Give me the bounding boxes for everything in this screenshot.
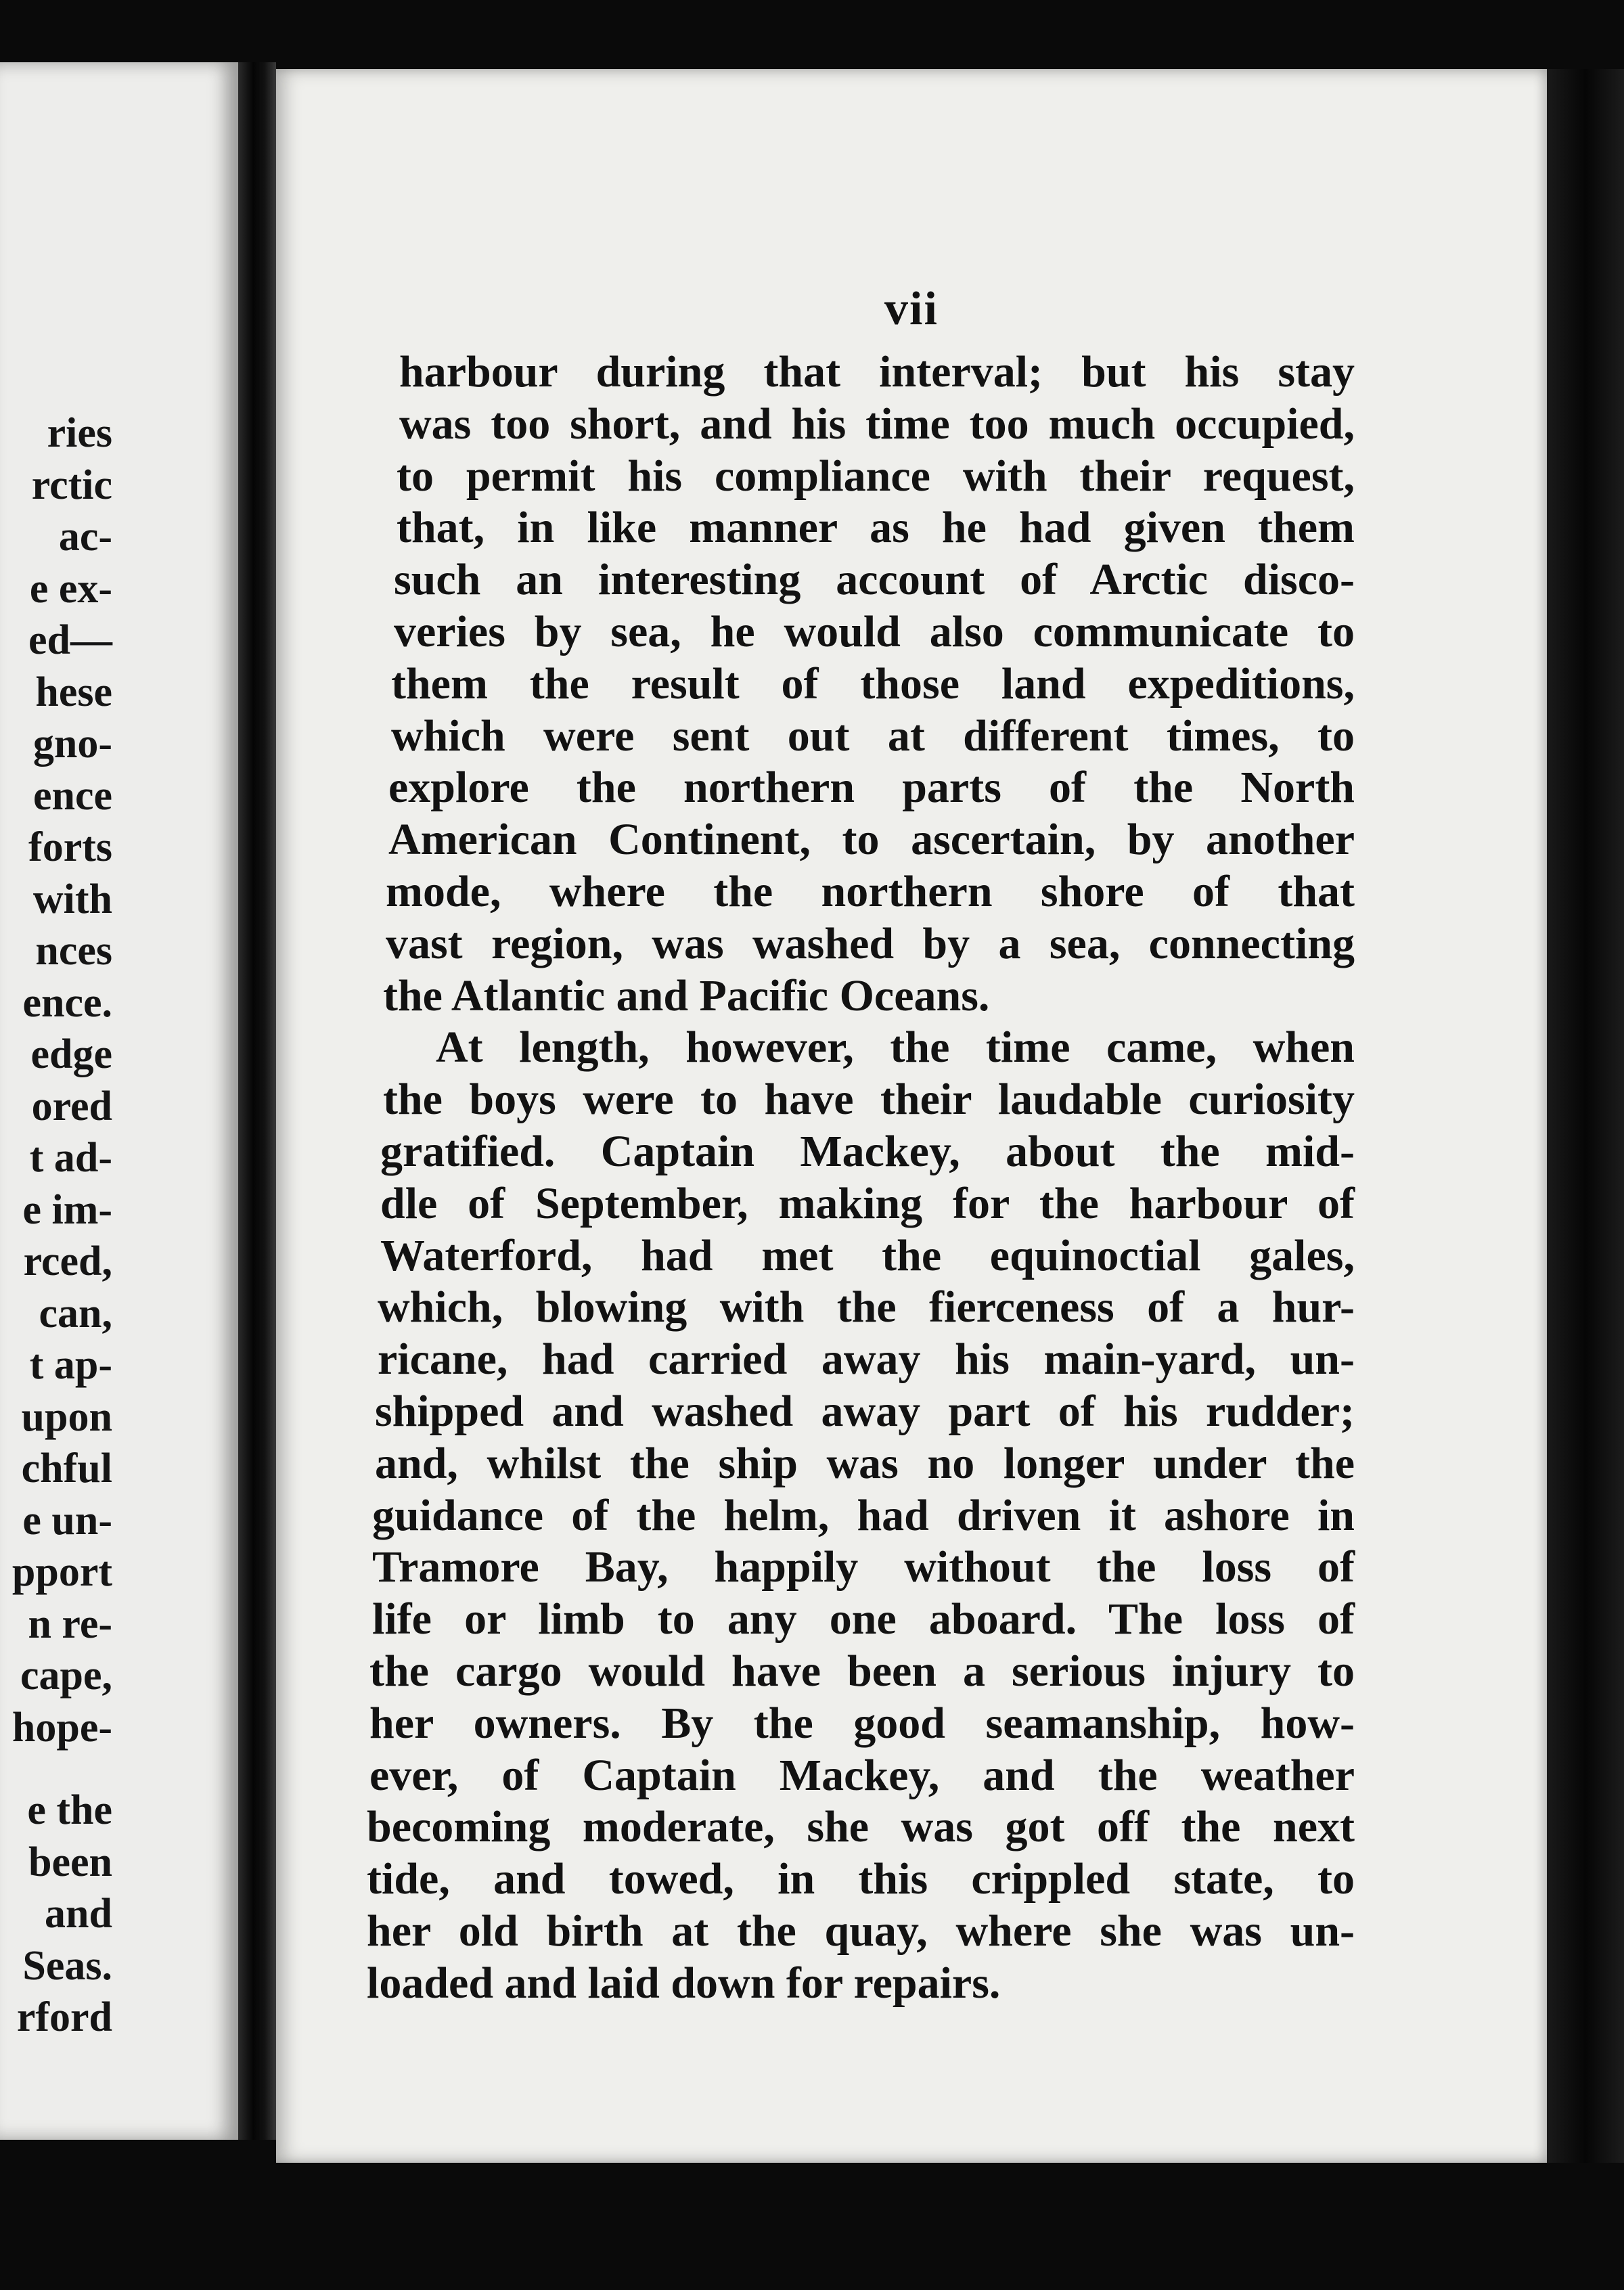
text-line: ricane, had carried away his main-yard, un- xyxy=(378,1334,1355,1385)
left-line: cape, xyxy=(20,1653,112,1699)
left-line: nces xyxy=(35,928,112,974)
left-line: been xyxy=(28,1839,112,1885)
left-line: ries xyxy=(47,410,112,456)
text-line: explore the northern parts of the North xyxy=(388,763,1355,813)
left-line: Seas. xyxy=(22,1942,112,1989)
left-page xyxy=(0,62,238,2140)
text-line: the Atlantic and Pacific Oceans. xyxy=(383,970,990,1020)
text-line: and, whilst the ship was no longer under the xyxy=(375,1438,1355,1488)
text-line: Waterford, had met the equinoctial gales, xyxy=(380,1230,1355,1280)
text-line: tide, and towed, in this crippled state, to xyxy=(367,1854,1355,1904)
text-line: life or limb to any one aboard. The loss of xyxy=(372,1594,1355,1644)
text-line: shipped and washed away part of his rudder; xyxy=(375,1386,1355,1436)
left-line: e ex- xyxy=(29,565,112,612)
text-line: that, in like manner as he had given them xyxy=(397,503,1355,553)
left-line: with xyxy=(32,876,112,922)
page-number: vii xyxy=(884,283,939,335)
left-line: n re- xyxy=(28,1600,112,1647)
left-line: ed— xyxy=(28,617,112,663)
left-line: e the xyxy=(27,1787,112,1833)
left-line: t ad- xyxy=(29,1135,112,1181)
left-line: pport xyxy=(12,1549,112,1595)
text-line: ever, of Captain Mackey, and the weather xyxy=(369,1750,1355,1800)
left-line: ac- xyxy=(58,514,112,560)
text-line: At length, however, the time came, when xyxy=(436,1023,1355,1073)
left-line: and xyxy=(45,1891,112,1937)
left-line: chful xyxy=(21,1445,112,1491)
left-page-text xyxy=(0,407,112,2044)
left-line: e un- xyxy=(22,1497,112,1544)
text-line: mode, where the northern shore of that xyxy=(386,866,1355,916)
text-line: the boys were to have their laudable curiosity xyxy=(383,1075,1355,1125)
book-gutter xyxy=(238,62,276,2140)
left-paragraph-gap xyxy=(0,1753,112,1784)
text-line: Tramore Bay, happily without the loss of xyxy=(372,1542,1355,1592)
left-line: hese xyxy=(35,669,112,715)
text-line: which were sent out at different times, to xyxy=(391,711,1355,761)
text-line: loaded and laid down for repairs. xyxy=(367,1958,1001,2008)
left-line: rford xyxy=(16,1994,112,2040)
left-line: forts xyxy=(28,824,112,870)
left-line: ored xyxy=(31,1083,112,1129)
left-line: gno- xyxy=(32,721,112,767)
text-line: dle of September, making for the harbour of xyxy=(380,1178,1355,1228)
left-line: can, xyxy=(39,1290,112,1337)
left-line: edge xyxy=(30,1031,112,1077)
left-line: rced, xyxy=(23,1238,112,1284)
text-line: veries by sea, he would also communicate to xyxy=(394,606,1355,656)
text-line: her old birth at the quay, where she was un- xyxy=(367,1906,1355,1956)
book-right-edge xyxy=(1547,69,1624,2163)
text-line: guidance of the helm, had driven it ashore in xyxy=(372,1490,1355,1540)
left-line: t ap- xyxy=(29,1342,112,1388)
right-page xyxy=(276,69,1547,2163)
left-line: hope- xyxy=(12,1704,112,1751)
text-line: gratified. Captain Mackey, about the mid- xyxy=(380,1126,1355,1176)
left-line: ence xyxy=(32,772,112,819)
text-line: American Continent, to ascertain, by another xyxy=(388,815,1355,865)
left-line: e im- xyxy=(22,1186,112,1233)
text-line: becoming moderate, she was got off the next xyxy=(367,1802,1355,1852)
text-line: them the result of those land expeditions, xyxy=(391,658,1355,709)
text-line: the cargo would have been a serious injury to xyxy=(369,1646,1355,1696)
text-line: such an interesting account of Arctic disco- xyxy=(394,555,1355,605)
left-line: rctic xyxy=(31,462,112,508)
text-line: vast region, was washed by a sea, connecting xyxy=(386,918,1355,968)
text-line: harbour during that interval; but his stay xyxy=(399,347,1355,397)
left-line: upon xyxy=(21,1393,112,1440)
text-line: to permit his compliance with their request, xyxy=(397,451,1355,501)
text-line: her owners. By the good seamanship, how- xyxy=(369,1698,1355,1748)
page-body-text xyxy=(367,346,1355,2010)
text-line: was too short, and his time too much occupied, xyxy=(399,399,1355,449)
text-line: which, blowing with the fierceness of a hur- xyxy=(378,1282,1355,1332)
left-line: ence. xyxy=(22,979,112,1026)
